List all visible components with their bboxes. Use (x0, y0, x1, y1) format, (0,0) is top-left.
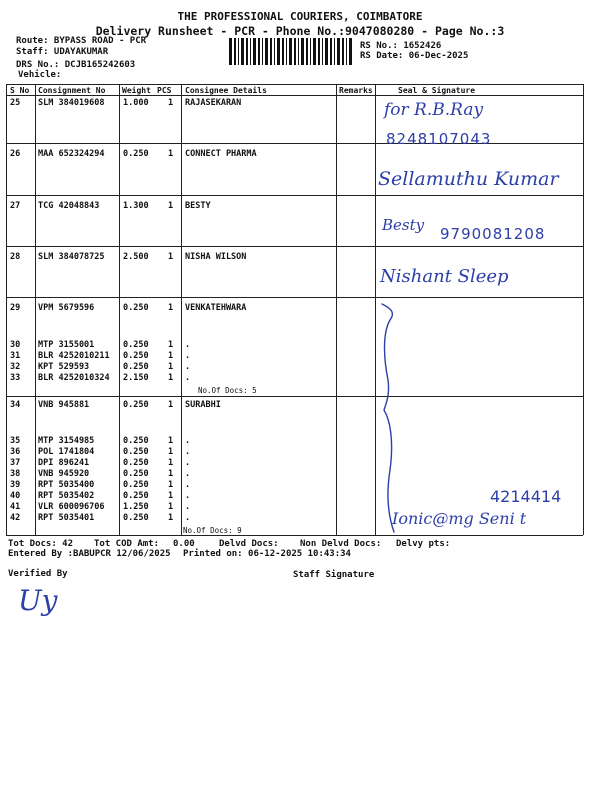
signature-27-phone: 9790081208 (440, 225, 546, 243)
company-name: THE PROFESSIONAL COURIERS, COIMBATORE (177, 10, 423, 23)
row-weight: 1.000 (123, 98, 149, 108)
row-pcs: 1 (168, 469, 174, 479)
row-pcs: 1 (168, 149, 174, 159)
row-sno: 31 (10, 351, 21, 361)
route-label: Route: BYPASS ROAD - PCR (16, 36, 147, 46)
row-sno: 32 (10, 362, 21, 372)
non-delivered-docs-label: Non Delvd Docs: (300, 539, 382, 549)
group1-doc-count: No.Of Docs: 5 (198, 386, 257, 395)
row-pcs: 1 (168, 362, 174, 372)
staff-label: Staff: UDAYAKUMAR (16, 47, 109, 57)
row-weight: 0.250 (123, 362, 149, 372)
row-weight: 2.500 (123, 252, 149, 262)
bracket-stroke-icon (360, 300, 420, 535)
row-pcs: 1 (168, 480, 174, 490)
row-consignee: RAJASEKARAN (185, 98, 242, 108)
row-sno: 28 (10, 252, 21, 262)
row-pcs: 1 (168, 400, 174, 410)
delivered-docs-label: Delvd Docs: (219, 539, 279, 549)
row-sno: 40 (10, 491, 21, 501)
row-weight: 0.250 (123, 149, 149, 159)
row-weight: 0.250 (123, 303, 149, 313)
row-pcs: 1 (168, 351, 174, 361)
row-sno: 36 (10, 447, 21, 457)
row-consignee: CONNECT PHARMA (185, 149, 257, 159)
row-sno: 27 (10, 201, 21, 211)
row-weight: 0.250 (123, 458, 149, 468)
entered-by: Entered By :BABUPCR 12/06/2025 (8, 549, 171, 559)
row-pcs: 1 (168, 252, 174, 262)
row-consignment: DPI 896241 (38, 458, 90, 468)
col-pcs: PCS (157, 86, 172, 95)
row-weight: 0.250 (123, 480, 149, 490)
signature-26: Sellamuthu Kumar (378, 168, 559, 190)
row-sno: 30 (10, 340, 21, 350)
row-sno: 33 (10, 373, 21, 383)
row-consignment: MAA 652324294 (38, 149, 105, 159)
signature-28: Nishant Sleep (380, 266, 509, 287)
row-consignment: POL 1741804 (38, 447, 95, 457)
row-consignee: BESTY (185, 201, 211, 211)
row-pcs: 1 (168, 303, 174, 313)
row-weight: 0.250 (123, 436, 149, 446)
row-sno: 37 (10, 458, 21, 468)
row-pcs: 1 (168, 340, 174, 350)
signature-group-text: Ionic@mg Seni t (392, 509, 527, 528)
row-sno: 41 (10, 502, 21, 512)
row-pcs: 1 (168, 436, 174, 446)
row-pcs: 1 (168, 201, 174, 211)
row-weight: 0.250 (123, 400, 149, 410)
row-sno: 38 (10, 469, 21, 479)
row-weight: 0.250 (123, 469, 149, 479)
row-pcs: 1 (168, 458, 174, 468)
row-consignee: . (185, 362, 191, 372)
col-seal-signature: Seal & Signature (398, 86, 476, 95)
row-weight: 0.250 (123, 513, 149, 523)
row-consignee: . (185, 469, 191, 479)
row-consignment: BLR 4252010324 (38, 373, 110, 383)
signature-25-line1: for R.B.Ray (384, 100, 484, 120)
barcode (229, 38, 355, 65)
verifier-signature: Uy (18, 584, 58, 617)
row-consignment: VNB 945920 (38, 469, 90, 479)
row-consignee: . (185, 502, 191, 512)
total-docs: Tot Docs: 42 (8, 539, 74, 549)
row-consignee: . (185, 340, 191, 350)
row-consignment: RPT 5035400 (38, 480, 95, 490)
row-sno: 25 (10, 98, 21, 108)
row-consignee: . (185, 447, 191, 457)
staff-signature-label: Staff Signature (293, 570, 375, 580)
row-weight: 2.150 (123, 373, 149, 383)
row-sno: 42 (10, 513, 21, 523)
signature-group-number: 4214414 (490, 487, 562, 506)
col-sno: S No (10, 86, 30, 95)
runsheet-title: Delivery Runsheet - PCR - Phone No.:9047080280 - Page No.:3 (95, 24, 505, 38)
row-consignment: SLM 384078725 (38, 252, 105, 262)
row-consignment: RPT 5035401 (38, 513, 95, 523)
row-consignee: VENKATEHWARA (185, 303, 247, 313)
col-consignee: Consignee Details (185, 86, 267, 95)
total-cod-value: 0.00 (173, 539, 195, 549)
row-consignment: VLR 600096706 (38, 502, 105, 512)
row-consignee: . (185, 458, 191, 468)
row-consignment: SLM 384019608 (38, 98, 105, 108)
verified-by-label: Verified By (8, 569, 68, 579)
row-pcs: 1 (168, 373, 174, 383)
rs-no: RS No.: 1652426 (360, 41, 442, 51)
row-weight: 1.250 (123, 502, 149, 512)
col-remarks: Remarks (339, 86, 373, 95)
row-consignee: . (185, 480, 191, 490)
row-consignment: KPT 529593 (38, 362, 90, 372)
signature-25-phone: 8248107043 (386, 130, 492, 148)
row-pcs: 1 (168, 447, 174, 457)
row-consignment: MTP 3154985 (38, 436, 95, 446)
col-weight: Weight (122, 86, 151, 95)
row-consignment: RPT 5035402 (38, 491, 95, 501)
row-weight: 0.250 (123, 491, 149, 501)
row-weight: 0.250 (123, 340, 149, 350)
printed-on: Printed on: 06-12-2025 10:43:34 (183, 549, 351, 559)
row-consignee: . (185, 351, 191, 361)
row-sno: 34 (10, 400, 21, 410)
total-cod-label: Tot COD Amt: (94, 539, 160, 549)
row-consignment: BLR 4252010211 (38, 351, 110, 361)
vehicle-label: Vehicle: (18, 70, 62, 80)
row-pcs: 1 (168, 98, 174, 108)
row-consignee: . (185, 513, 191, 523)
row-consignee: NISHA WILSON (185, 252, 247, 262)
row-pcs: 1 (168, 513, 174, 523)
rs-date: RS Date: 06-Dec-2025 (360, 51, 469, 61)
row-weight: 1.300 (123, 201, 149, 211)
row-consignment: VNB 945881 (38, 400, 90, 410)
row-consignee: . (185, 373, 191, 383)
row-sno: 35 (10, 436, 21, 446)
row-consignee: . (185, 491, 191, 501)
row-pcs: 1 (168, 491, 174, 501)
group2-doc-count: No.Of Docs: 9 (183, 526, 242, 535)
col-consignment: Consignment No (38, 86, 106, 95)
signature-27-name: Besty (382, 216, 425, 234)
row-consignee: SURABHI (185, 400, 221, 410)
row-consignment: TCG 42048843 (38, 201, 100, 211)
delivery-points-label: Delvy pts: (396, 539, 451, 549)
row-consignment: VPM 5679596 (38, 303, 95, 313)
row-consignment: MTP 3155001 (38, 340, 95, 350)
drs-label: DRS No.: DCJB165242603 (16, 60, 136, 70)
row-weight: 0.250 (123, 447, 149, 457)
row-sno: 29 (10, 303, 21, 313)
row-weight: 0.250 (123, 351, 149, 361)
row-pcs: 1 (168, 502, 174, 512)
row-sno: 39 (10, 480, 21, 490)
row-consignee: . (185, 436, 191, 446)
row-sno: 26 (10, 149, 21, 159)
